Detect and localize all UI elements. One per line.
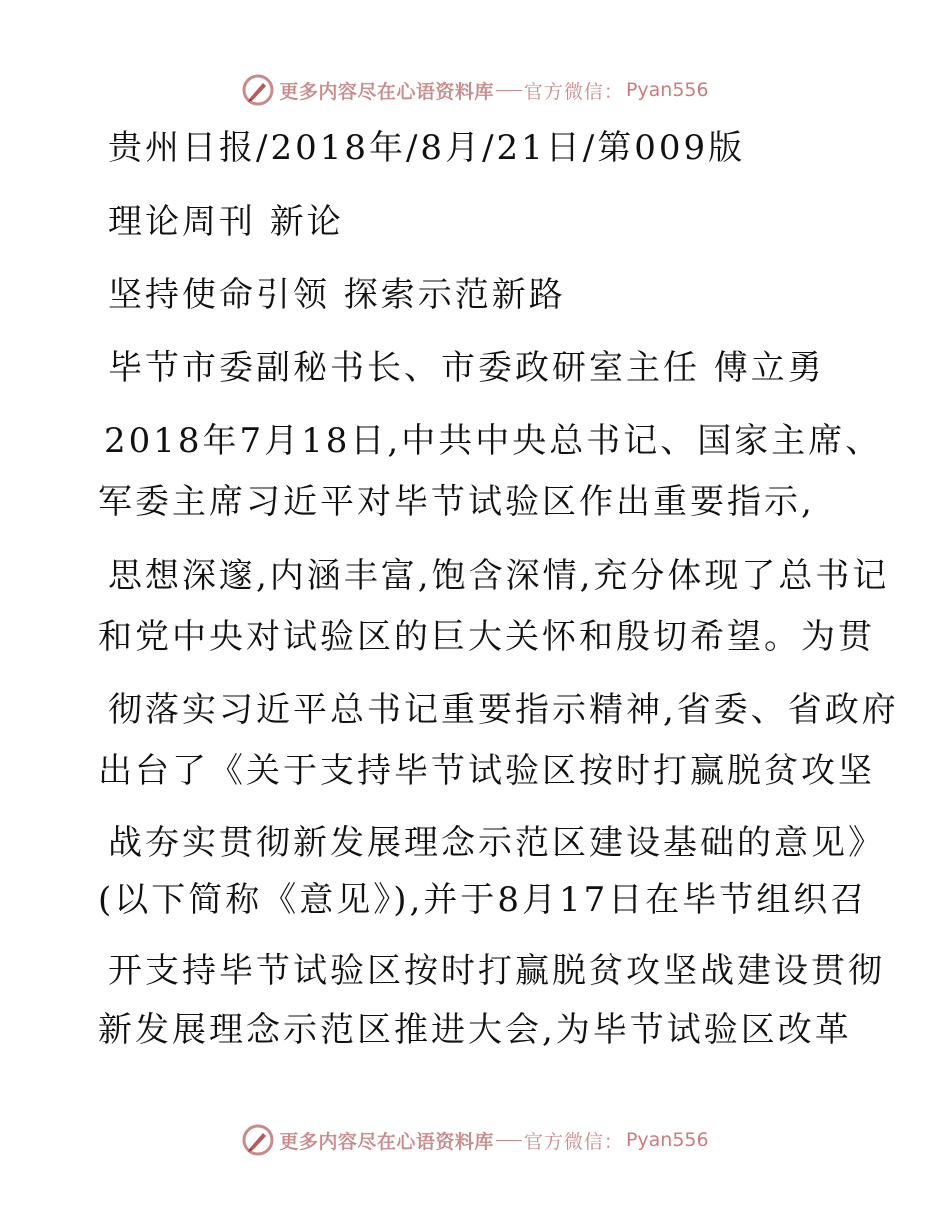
doc-line-1: 贵州日报/2018年/8月/21日/第009版	[108, 128, 746, 168]
doc-line-4: 毕节市委副秘书长、市委政研室主任 傅立勇	[108, 348, 825, 388]
doc-line-3: 坚持使命引领 探索示范新路	[108, 275, 566, 315]
watermark-id: Pyan556	[625, 79, 709, 101]
watermark-official: 官方微信：	[523, 1130, 624, 1153]
doc-line-12: (以下简称《意见》),并于8月17日在毕节组织召	[98, 880, 868, 920]
doc-line-2: 理论周刊 新论	[108, 202, 344, 242]
watermark-text: 更多内容尽在心语资料库	[279, 1130, 494, 1153]
pen-logo-icon	[241, 73, 275, 107]
pen-logo-icon	[241, 1123, 275, 1157]
doc-line-8: 和党中央对试验区的巨大关怀和殷切希望。为贯	[98, 617, 875, 657]
watermark-footer	[0, 1120, 950, 1160]
watermark-dash	[496, 1140, 522, 1141]
doc-line-13: 开支持毕节试验区按时打赢脱贫攻坚战建设贯彻	[108, 951, 885, 991]
watermark-dash	[496, 90, 522, 91]
doc-line-7: 思想深邃,内涵丰富,饱含深情,充分体现了总书记	[108, 556, 890, 596]
doc-line-10: 出台了《关于支持毕节试验区按时打赢脱贫攻坚	[98, 751, 875, 791]
doc-line-9: 彻落实习近平总书记重要指示精神,省委、省政府	[108, 690, 899, 730]
doc-line-11: 战夯实贯彻新发展理念示范区建设基础的意见》	[108, 823, 885, 863]
doc-line-5: 2018年7月18日,中共中央总书记、国家主席、	[104, 421, 883, 461]
doc-line-6: 军委主席习近平对毕节试验区作出重要指示,	[98, 482, 815, 522]
watermark-header	[0, 70, 950, 110]
watermark-official: 官方微信：	[523, 80, 624, 103]
watermark-text: 更多内容尽在心语资料库	[279, 80, 494, 103]
doc-line-14: 新发展理念示范区推进大会,为毕节试验区改革	[98, 1010, 852, 1050]
watermark-id: Pyan556	[625, 1129, 709, 1151]
